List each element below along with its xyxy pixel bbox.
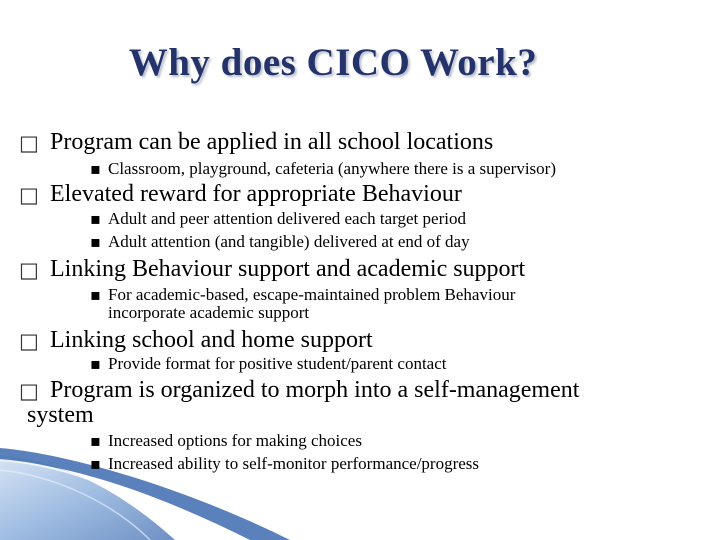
slide-title: Why does CICO Work? xyxy=(128,41,538,84)
sub-bullet-text: Adult attention (and tangible) delivered at end of day xyxy=(108,232,470,251)
sub-bullet-marker-icon: ▪ xyxy=(90,454,101,473)
bullet-marker-icon: □ xyxy=(19,183,39,207)
sub-bullet-text: Classroom, playground, cafeteria (anywhere there is a supervisor) xyxy=(108,159,556,178)
bullet-2 xyxy=(19,181,462,207)
bullet-text: Elevated reward for appropriate Behaviour xyxy=(50,181,462,207)
bullet-text: Program can be applied in all school locations xyxy=(50,129,494,155)
sub-bullet-continuation: incorporate academic support xyxy=(108,303,310,322)
sub-bullet-text: Increased ability to self-monitor performance/progress xyxy=(108,454,480,473)
bullet-5 xyxy=(19,377,580,403)
bullet-3 xyxy=(19,256,526,282)
sub-bullet-marker-icon: ▪ xyxy=(90,209,101,228)
sub-bullet-text: Adult and peer attention delivered each target period xyxy=(108,209,466,228)
bullet-text: Linking school and home support xyxy=(50,327,373,353)
bullet-5-continuation xyxy=(27,402,94,428)
sub-bullet-4-1 xyxy=(90,353,447,375)
sub-bullet-3-1-continuation xyxy=(108,302,309,324)
sub-bullet-marker-icon: ▪ xyxy=(90,232,101,251)
sub-bullet-5-1 xyxy=(90,430,362,452)
sub-bullet-5-2 xyxy=(90,453,480,475)
sub-bullet-2-1 xyxy=(90,208,466,230)
bullet-marker-icon: □ xyxy=(19,329,39,353)
bullet-marker-icon: □ xyxy=(19,258,39,282)
bullet-marker-icon: □ xyxy=(19,131,39,155)
sub-bullet-text: Provide format for positive student/parent contact xyxy=(108,354,447,373)
bullet-continuation: system xyxy=(27,402,94,428)
sub-bullet-1-1 xyxy=(90,158,556,180)
bullet-text: Linking Behaviour support and academic support xyxy=(50,256,526,282)
sub-bullet-marker-icon: ▪ xyxy=(90,354,101,373)
sub-bullet-text: Increased options for making choices xyxy=(108,431,362,450)
bullet-marker-icon: □ xyxy=(19,379,39,403)
sub-bullet-text: For academic-based, escape-maintained problem Behaviour xyxy=(108,285,516,304)
bullet-text: Program is organized to morph into a self-management xyxy=(50,377,580,403)
bullet-1 xyxy=(19,129,494,155)
sub-bullet-marker-icon: ▪ xyxy=(90,285,101,304)
sub-bullet-marker-icon: ▪ xyxy=(90,159,101,178)
sub-bullet-marker-icon: ▪ xyxy=(90,431,101,450)
bullet-4 xyxy=(19,327,373,353)
sub-bullet-2-2 xyxy=(90,231,470,253)
